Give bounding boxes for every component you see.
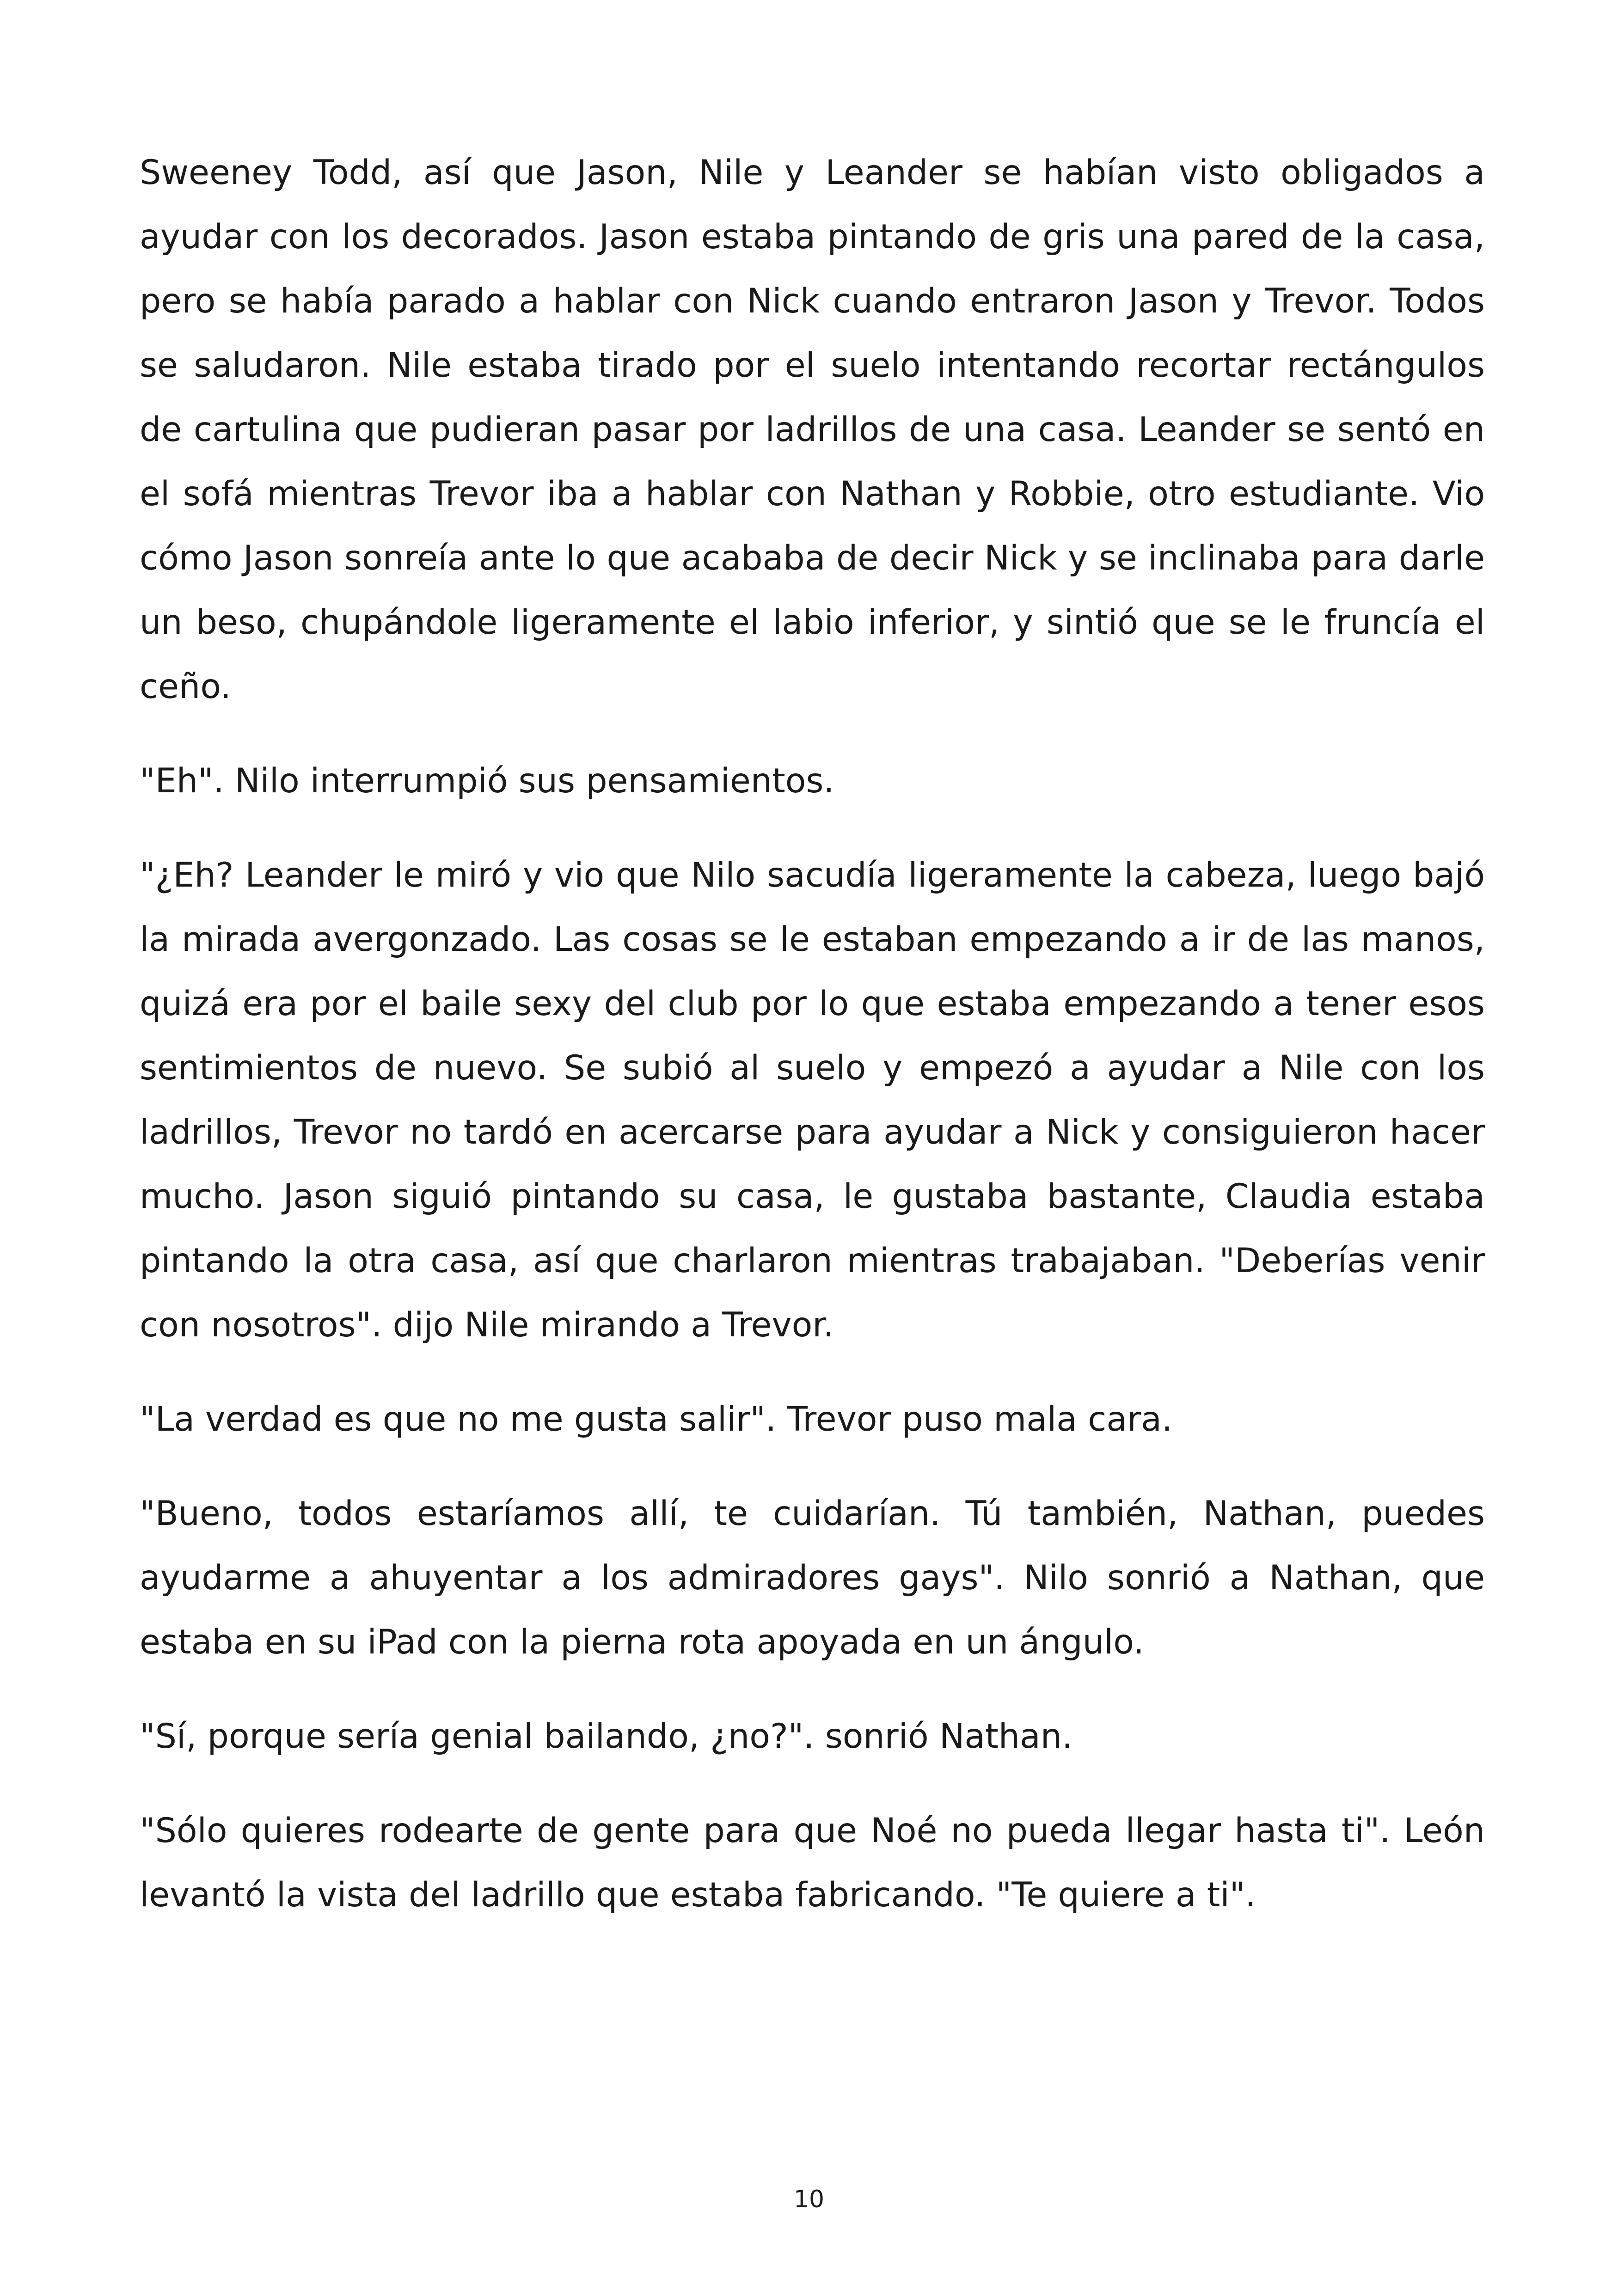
paragraph-3: "¿Eh? Leander le miró y vio que Nilo sacudía ligeramente la cabeza, luego bajó la mirada avergonzado. Las cosas se le estaban empezando a ir de las manos, quizá era por el baile sexy del club por lo que estaba empezando a tener esos sentimientos de nuevo. Se subió al suelo y empezó a ayudar a Nile con los ladrillos, Trevor no tardó en acercarse para ayudar a Nick y consiguieron hacer mucho. Jason siguió pintando su casa, le gustaba bastante, Claudia estaba pintando la otra casa, así que charlaron mientras trabajaban. "Deberías venir con nosotros". dijo Nile mirando a Trevor. [140,856,1485,1345]
body-text [140,141,1485,1957]
page-number: 10 [793,2186,825,2213]
paragraph-1: Sweeney Todd, así que Jason, Nile y Leander se habían visto obligados a ayudar con los decorados. Jason estaba pintando de gris una pared de la casa, pero se había parado a hablar con Nick cuando entraron Jason y Trevor. Todos se saludaron. Nile estaba tirado por el suelo intentando recortar rectángulos de cartulina que pudieran pasar por ladrillos de una casa. Leander se sentó en el sofá mientras Trevor iba a hablar con Nathan y Robbie, otro estudiante. Vio cómo Jason sonreía ante lo que acababa de decir Nick y se inclinaba para darle un beso, chupándole ligeramente el labio inferior, y sintió que se le fruncía el ceño. [140,153,1485,706]
paragraph-5: "Bueno, todos estaríamos allí, te cuidarían. Tú también, Nathan, puedes ayudarme a ahuyentar a los admiradores gays". Nilo sonrió a Nathan, que estaba en su iPad con la pierna rota apoyada en un ángulo. [140,1494,1485,1662]
paragraph-4: "La verdad es que no me gusta salir". Trevor puso mala cara. [140,1400,1173,1439]
paragraph-7: "Sólo quieres rodearte de gente para que Noé no pueda llegar hasta ti". León levantó la vista del ladrillo que estaba fabricando. "Te quiere a ti". [140,1811,1485,1915]
paragraph-2: "Eh". Nilo interrumpió sus pensamientos. [140,761,834,801]
paragraph-6: "Sí, porque sería genial bailando, ¿no?". sonrió Nathan. [140,1717,1073,1756]
